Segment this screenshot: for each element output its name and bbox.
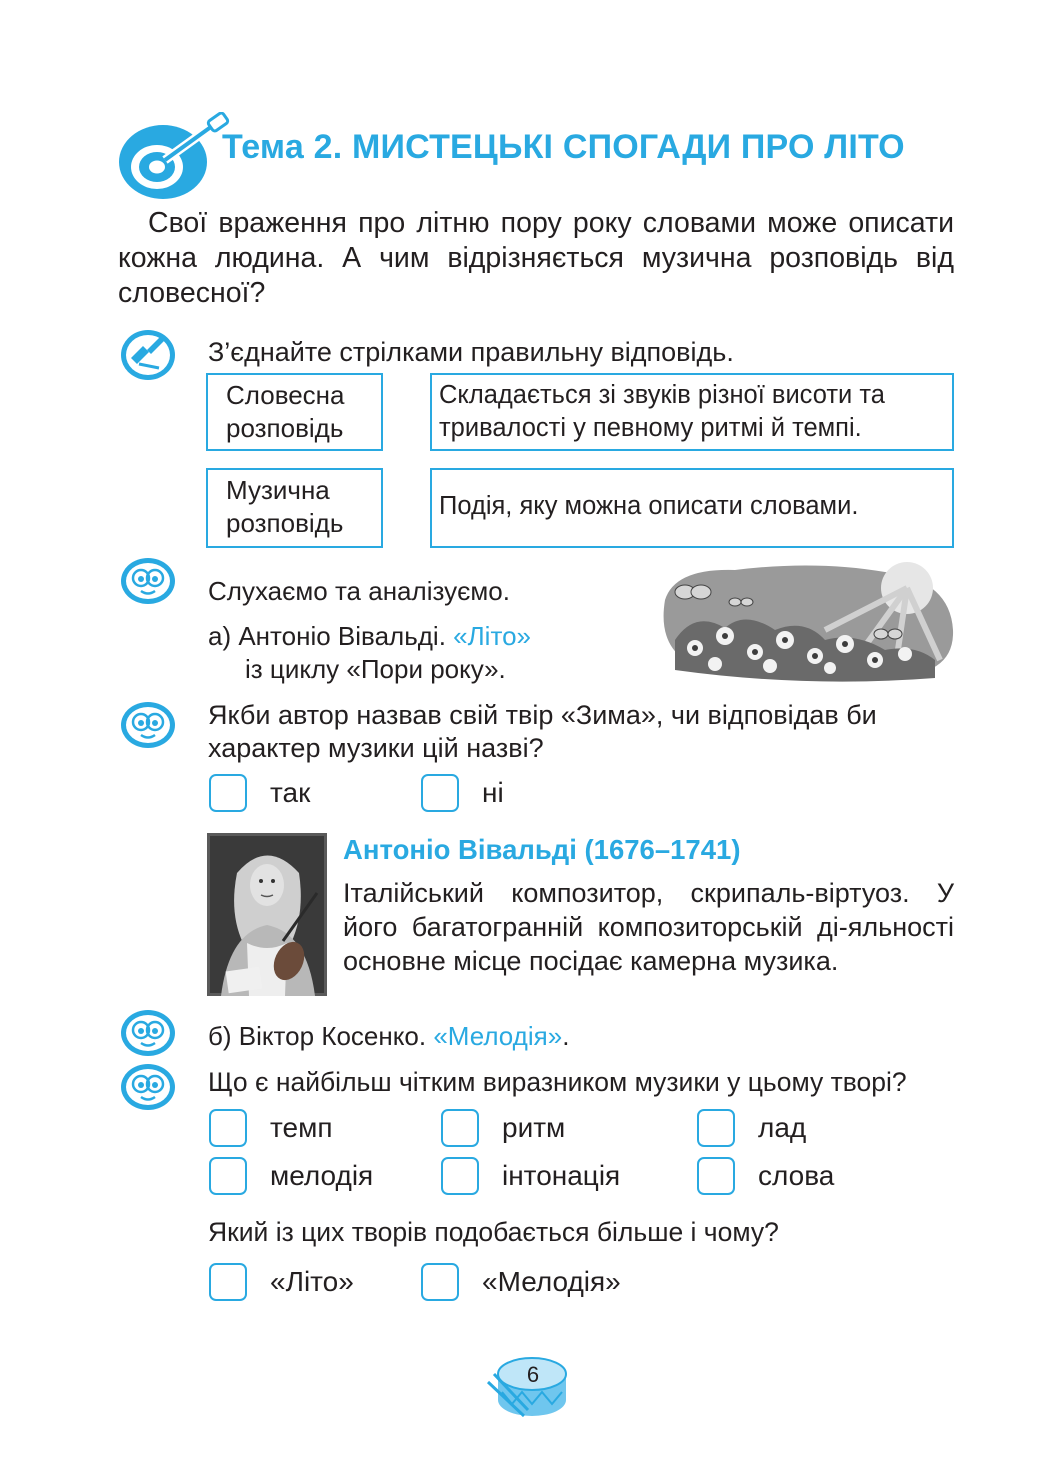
matching-instruction: З’єднайте стрілками правильну відповідь. <box>208 337 734 367</box>
listen-a-prefix: а) Антоніо Вівальді. <box>208 621 454 651</box>
match-right-line: Подія, яку можна описати словами. <box>439 492 859 520</box>
option-melody-label: мелодія <box>270 1160 374 1191</box>
checkbox-mode[interactable] <box>697 1109 735 1147</box>
violin-portrait <box>207 833 327 1001</box>
listen-item-a <box>208 620 531 653</box>
page-title: Тема 2. МИСТЕЦЬКІ СПОГАДИ ПРО ЛІТО <box>222 128 905 166</box>
listening-ear-icon <box>119 556 177 611</box>
match-left-line: розповідь <box>226 413 344 443</box>
pencil-icon <box>119 328 177 387</box>
listen-item-b <box>208 1020 569 1053</box>
listen-b-title: «Мелодія» <box>433 1021 563 1051</box>
match-left-verbal[interactable] <box>206 373 383 451</box>
option-melody-piece-label: «Мелодія» <box>482 1266 621 1297</box>
question1-line2: характер музики цій назві? <box>208 733 544 763</box>
match-right-event[interactable] <box>430 468 954 548</box>
checkbox-summer[interactable] <box>209 1263 247 1301</box>
match-right-sounds[interactable] <box>430 373 954 451</box>
composer-bio: Італійський композитор, скрипаль-віртуоз. У його багатогранній композиторській ді-яльності основне місце посідає камерна музика. <box>343 878 954 976</box>
match-left-line: Музична <box>226 475 330 505</box>
option-summer-label: «Літо» <box>270 1266 354 1297</box>
checkbox-rhythm[interactable] <box>441 1109 479 1147</box>
question2-text: Що є найбільш чітким виразником музики у цьому творі? <box>208 1067 907 1097</box>
checkbox-words[interactable] <box>697 1157 735 1195</box>
match-right-line: тривалості у певному ритмі й темпі. <box>439 414 862 442</box>
option-tempo-label: темп <box>270 1112 333 1143</box>
summer-flowers-illustration <box>655 560 955 693</box>
checkbox-yes[interactable] <box>209 774 247 812</box>
checkbox-melody[interactable] <box>209 1157 247 1195</box>
checkbox-no[interactable] <box>421 774 459 812</box>
listen-b-prefix: б) Віктор Косенко. <box>208 1021 434 1051</box>
option-no-label: ні <box>482 777 504 808</box>
checkbox-tempo[interactable] <box>209 1109 247 1147</box>
match-right-line: Складається зі звуків різної висоти та <box>439 381 885 409</box>
listen-b-suffix: . <box>562 1021 570 1051</box>
listen-a-cycle: із циклу «Пори року». <box>245 654 506 684</box>
guitar-icon <box>115 112 230 202</box>
listen-heading: Слухаємо та аналізуємо. <box>208 576 510 606</box>
listening-ear-icon <box>119 700 177 755</box>
question3-text: Який із цих творів подобається більше і чому? <box>208 1217 779 1247</box>
listen-a-title: «Літо» <box>453 621 531 651</box>
checkbox-intonation[interactable] <box>441 1157 479 1195</box>
option-intonation-label: інтонація <box>502 1160 621 1191</box>
intro-paragraph: Свої враження про літню пору року словами може описати кожна людина. А чим відрізняється музична розповідь від словесної? <box>118 207 954 309</box>
option-words-label: слова <box>758 1160 835 1191</box>
match-left-musical[interactable] <box>206 468 383 548</box>
match-left-line: розповідь <box>226 508 344 538</box>
option-mode-label: лад <box>758 1112 807 1143</box>
checkbox-melody-piece[interactable] <box>421 1263 459 1301</box>
listening-ear-icon <box>119 1062 177 1117</box>
question1-line1: Якби автор назвав свій твір «Зима», чи відповідав би <box>208 700 877 730</box>
page-number: 6 <box>526 1362 540 1387</box>
match-left-line: Словесна <box>226 380 345 410</box>
composer-name: Антоніо Вівальді (1676–1741) <box>343 834 741 865</box>
listening-ear-icon <box>119 1008 177 1063</box>
option-rhythm-label: ритм <box>502 1112 566 1143</box>
option-yes-label: так <box>270 777 311 808</box>
